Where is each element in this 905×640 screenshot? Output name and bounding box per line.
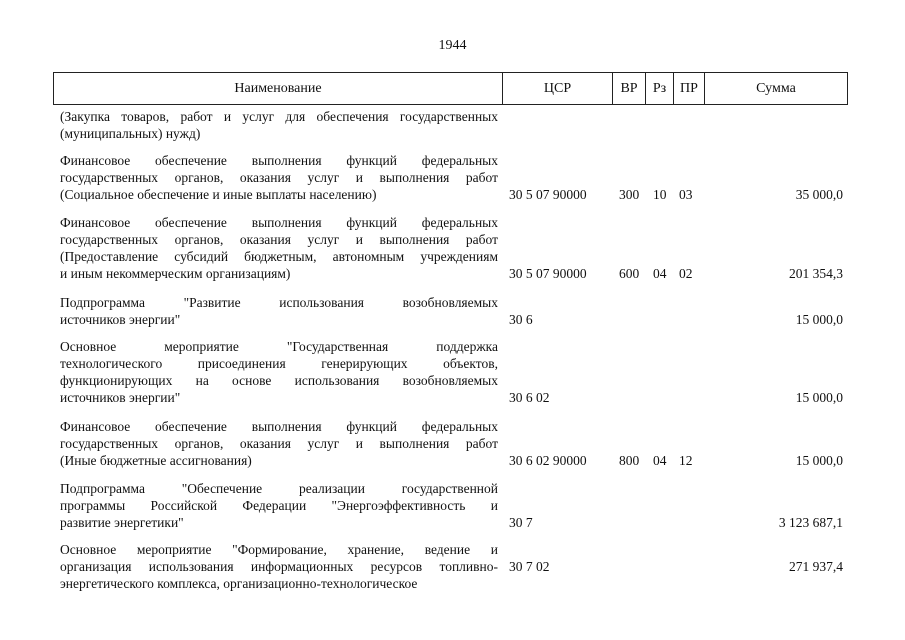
row-name (60, 108, 498, 142)
row-csr: 30 6 02 (509, 390, 550, 405)
row-sum: 15 000,0 (795, 453, 843, 468)
row-vr: 600 (619, 266, 640, 281)
row-pr: 03 (679, 187, 693, 202)
row-vr: 800 (619, 453, 640, 468)
row-vr: 300 (619, 187, 640, 202)
row-name-line: (Иные бюджетные ассигнования) (60, 453, 252, 468)
row-name-line: Подпрограмма "Развитие использования возобновляемых (60, 295, 498, 310)
column-header-rz: Рз (645, 73, 673, 104)
row-name (60, 214, 498, 282)
row-name-line: государственных органов, оказания услуг и выполнения работ (60, 170, 498, 185)
row-name-line: развитие энергетики" (60, 515, 184, 530)
row-name (60, 152, 498, 203)
row-sum: 15 000,0 (795, 312, 843, 327)
row-name-line: государственных органов, оказания услуг и выполнения работ (60, 232, 498, 247)
column-header-pr: ПР (673, 73, 704, 104)
row-name (60, 338, 498, 406)
row-sum: 271 937,4 (789, 559, 843, 574)
row-name-line: Основное мероприятие "Государственная поддержка (60, 339, 498, 354)
column-header-vr: ВР (612, 73, 645, 104)
row-name-line: источников энергии" (60, 390, 181, 405)
row-sum: 3 123 687,1 (778, 515, 843, 530)
page-number: 1944 (438, 38, 467, 53)
row-pr: 02 (679, 266, 693, 281)
row-name (60, 294, 498, 328)
row-sum: 15 000,0 (795, 390, 843, 405)
row-name (60, 541, 498, 592)
row-name-line: Подпрограмма "Обеспечение реализации государственной (60, 481, 498, 496)
row-pr: 12 (679, 453, 693, 468)
row-name-line: энергетического комплекса, организационно-технологическое (60, 576, 418, 591)
row-name-line: организация использования информационных ресурсов топливно- (60, 559, 498, 574)
row-name-line: программы Российской Федерации "Энергоэффективность и (60, 498, 498, 513)
row-csr: 30 6 (509, 312, 533, 327)
row-name (60, 418, 498, 469)
row-name-line: (Предоставление субсидий бюджетным, автономным учреждениям (60, 249, 498, 264)
row-csr: 30 5 07 90000 (509, 187, 587, 202)
row-name-line: (муниципальных) нужд) (60, 126, 201, 141)
row-rz: 04 (653, 266, 667, 281)
row-name-line: функционирующих на основе использования возобновляемых (60, 373, 498, 388)
row-csr: 30 6 02 90000 (509, 453, 587, 468)
row-csr: 30 7 (509, 515, 533, 530)
row-name-line: технологического присоединения генерирующих объектов, (60, 356, 498, 371)
row-name-line: Финансовое обеспечение выполнения функций федеральных (60, 215, 498, 230)
row-name-line: (Закупка товаров, работ и услуг для обеспечения государственных (60, 109, 498, 124)
column-header-name: Наименование (234, 81, 322, 96)
row-csr: 30 5 07 90000 (509, 266, 587, 281)
row-name-line: (Социальное обеспечение и иные выплаты населению) (60, 187, 377, 202)
row-sum: 201 354,3 (789, 266, 843, 281)
row-name-line: Финансовое обеспечение выполнения функций федеральных (60, 419, 498, 434)
row-name-line: источников энергии" (60, 312, 181, 327)
column-header-csr: ЦСР (502, 73, 612, 104)
column-header-sum: Сумма (704, 73, 847, 104)
row-csr: 30 7 02 (509, 559, 550, 574)
row-name-line: Финансовое обеспечение выполнения функций федеральных (60, 153, 498, 168)
row-rz: 04 (653, 453, 667, 468)
row-name-line: Основное мероприятие "Формирование, хранение, ведение и (60, 542, 498, 557)
row-sum: 35 000,0 (795, 187, 843, 202)
row-name (60, 480, 498, 531)
row-rz: 10 (653, 187, 667, 202)
row-name-line: и иным некоммерческим организациям) (60, 266, 291, 281)
row-name-line: государственных органов, оказания услуг и выполнения работ (60, 436, 498, 451)
